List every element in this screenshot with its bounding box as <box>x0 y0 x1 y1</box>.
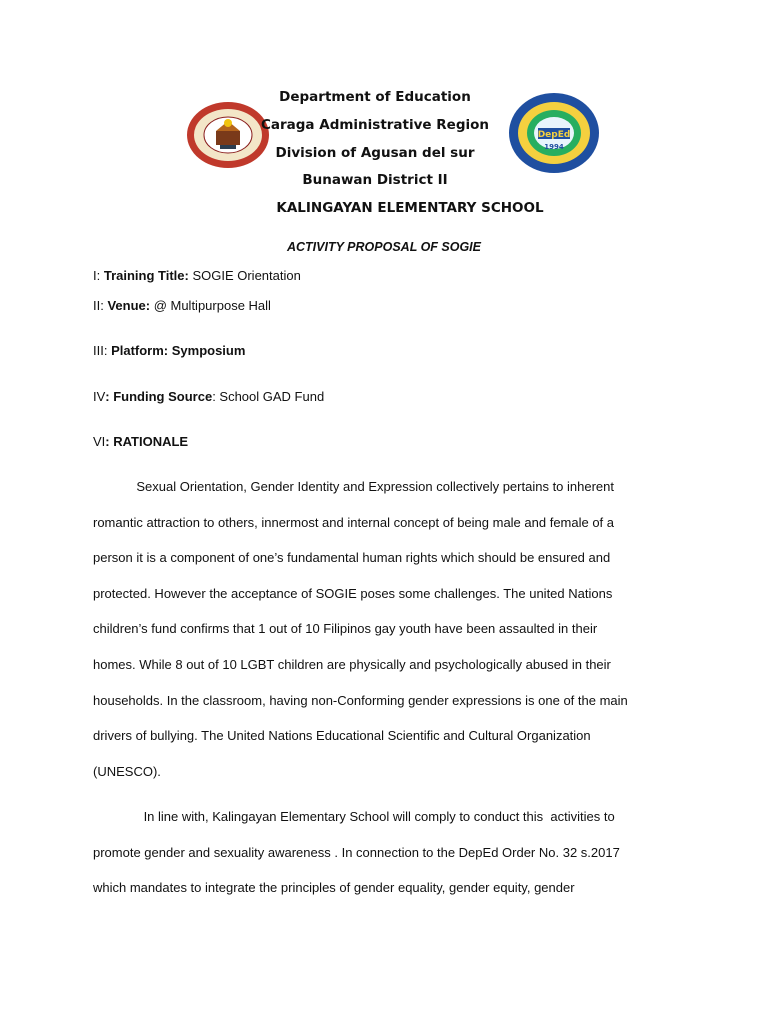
header-department: Department of Education <box>279 89 471 105</box>
field-venue <box>93 298 271 313</box>
header-district: Bunawan District II <box>302 172 448 188</box>
field-prefix: I: <box>93 268 104 283</box>
field-platform <box>93 343 245 358</box>
paragraph-line: protected. However the acceptance of SOGIE poses some challenges. The united Nations <box>93 585 613 601</box>
paragraph-line: which mandates to integrate the principles of gender equality, gender equity, gender <box>93 880 575 896</box>
paragraph-line: children’s fund confirms that 1 out of 10 Filipinos gay youth have been assaulted in their <box>93 621 598 637</box>
paragraph-line: drivers of bullying. The United Nations Educational Scientific and Cultural Organization <box>93 728 591 744</box>
paragraph-line: person it is a component of one’s fundamental human rights which should be ensured and <box>93 550 611 566</box>
field-prefix: VI <box>93 434 106 449</box>
field-value: @ Multipurpose Hall <box>150 298 271 313</box>
header-division: Division of Agusan del sur <box>275 145 475 161</box>
field-prefix: III: <box>93 343 112 358</box>
paragraph-line: promote gender and sexuality awareness . In connection to the DepEd Order No. 32 s.2017 <box>93 844 620 860</box>
field-prefix: IV <box>93 389 106 404</box>
paragraph-line: romantic attraction to others, innermost and internal concept of being male and female of a <box>93 514 615 530</box>
paragraph-line: homes. While 8 out of 10 LGBT children are physically and psychologically abused in their <box>93 657 611 672</box>
field-label: : Funding Source <box>105 389 213 404</box>
paragraph-line: Sexual Orientation, Gender Identity and Expression collectively pertains to inherent <box>93 479 614 494</box>
field-rationale <box>93 434 188 449</box>
paragraph-line: In line with, Kalingayan Elementary School will comply to conduct this activities to <box>93 809 615 824</box>
seal-center-text: DepEd <box>537 130 571 140</box>
field-label: Platform: Symposium <box>111 343 246 358</box>
field-label: : RATIONALE <box>105 434 189 449</box>
header-region: Caraga Administrative Region <box>260 117 490 133</box>
field-label: Training Title: <box>103 268 189 283</box>
field-value: : School GAD Fund <box>212 389 325 404</box>
field-funding-source <box>93 389 324 404</box>
seal-year-text: 1994 <box>544 143 564 151</box>
field-prefix: II: <box>93 298 108 313</box>
field-training-title <box>93 268 301 283</box>
paragraph-line: (UNESCO). <box>93 763 161 779</box>
field-label: Venue: <box>107 298 151 313</box>
field-value: SOGIE Orientation <box>188 268 301 283</box>
document-title: ACTIVITY PROPOSAL OF SOGIE <box>286 240 481 254</box>
paragraph-line: households. In the classroom, having non-Conforming gender expressions is one of the main <box>93 692 628 708</box>
header-school: KALINGAYAN ELEMENTARY SCHOOL <box>276 200 544 216</box>
